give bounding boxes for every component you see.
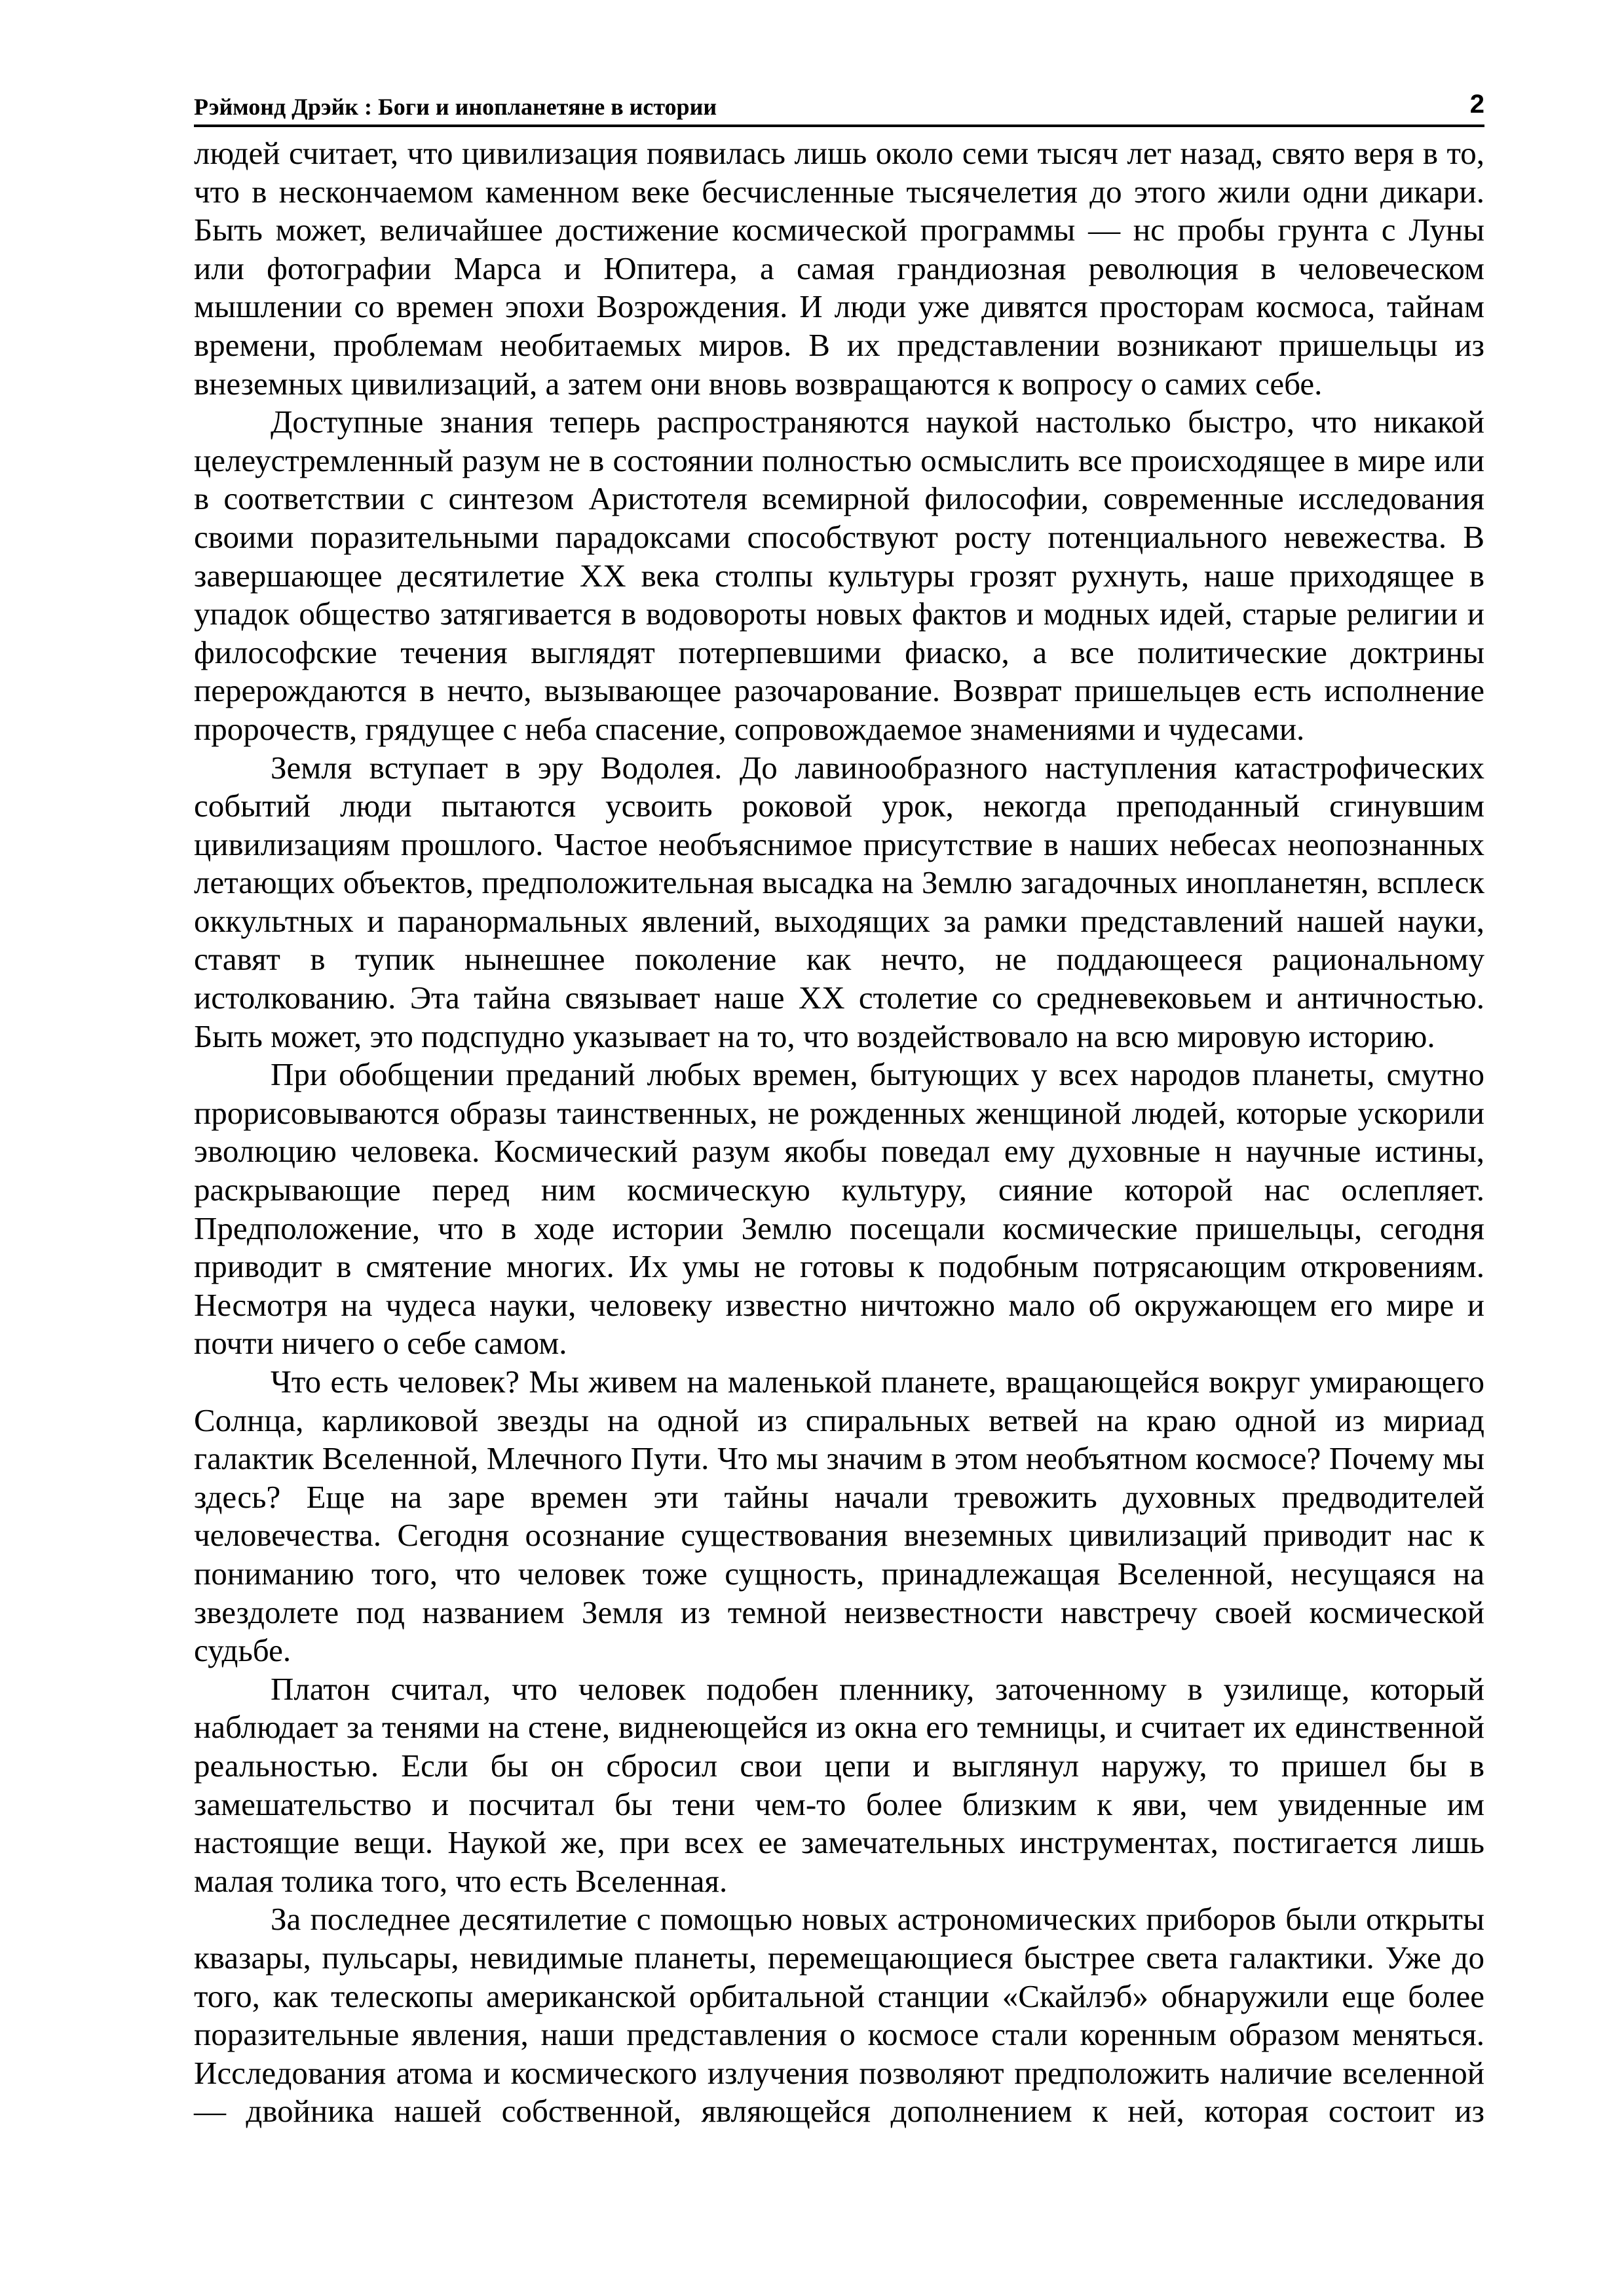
- paragraph: людей считает, что цивилизация появилась лишь около семи тысяч лет назад, свято веря в то, что в нескончаемом каменном веке бесчисленные тысячелетия до этого жили одни дикари. Быть может, величайшее достижение космической программы — нс пробы грунта с Луны или фотографии Марса и Юпитера, а самая грандиозная революция в человеческом мышлении со времен эпохи Возрождения. И люди уже дивятся просторам космоса, тайнам времени, проблемам необитаемых миров. В их представлении возникают пришельцы из внеземных цивилизаций, а затем они вновь возвращаются к вопросу о самих себе.: [194, 135, 1484, 402]
- paragraph: Платон считал, что человек подобен пленнику, заточенному в узилище, который наблюдает за тенями на стене, виднеющейся из окна его темницы, и считает их единственной реальностью. Если бы он сбросил свои цепи и выглянул наружу, то пришел бы в замешательство и посчитал бы тени чем-то более близким к яви, чем увиденные им настоящие вещи. Наукой же, при всех ее замечательных инструментах, постигается лишь малая толика того, что есть Вселенная.: [194, 1670, 1484, 1899]
- paragraph: За последнее десятилетие с помощью новых астрономических приборов были открыты квазары, пульсары, невидимые планеты, перемещающиеся быстрее света галактики. Уже до того, как телескопы американской орбитальной станции «Скайлэб» обнаружили еще более поразительные явления, наши представления о космосе стали коренным образом меняться. Исследования атома и космического излучения позволяют предположить наличие вселенной — двойника нашей собственной, являющейся дополнением к ней, которая состоит из: [194, 1901, 1484, 2130]
- paragraph: Доступные знания теперь распространяются наукой настолько быстро, что никакой целеустремленный разум не в состоянии полностью осмыслить все происходящее в мире или в соответствии с синтезом Аристотеля всемирной философии, современные исследования своими поразительными парадоксами способствуют росту потенциального невежества. В завершающее десятилетие XX века столпы культуры грозят рухнуть, наше приходящее в упадок общество затягивается в водовороты новых фактов и модных идей, старые религии и философские течения выглядят потерпевшими фиаско, а все политические доктрины перерождаются в нечто, вызывающее разочарование. Возврат пришельцев есть исполнение пророчеств, грядущее с неба спасение, сопровождаемое знамениями и чудесами.: [194, 404, 1484, 747]
- paragraph: Земля вступает в эру Водолея. До лавинообразного наступления катастрофических событий люди пытаются усвоить роковой урок, некогда преподанный сгинувшим цивилизациям прошлого. Частое необъяснимое присутствие в наших небесах неопознанных летающих объектов, предположительная высадка на Землю загадочных инопланетян, всплеск оккультных и паранормальных явлений, выходящих за рамки представлений нашей науки, ставят в тупик нынешнее поколение как нечто, не поддающееся рациональному истолкованию. Эта тайна связывает наше XX столетие со средневековьем и античностью. Быть может, это подспудно указывает на то, что воздействовало на всю мировую историю.: [194, 749, 1484, 1054]
- body-text: [194, 134, 1484, 2131]
- running-header: [194, 84, 1484, 127]
- paragraph: При обобщении преданий любых времен, бытующих у всех народов планеты, смутно прорисовываются образы таинственных, не рожденных женщиной людей, которые ускорили эволюцию человека. Космический разум якобы поведал ему духовные н научные истины, раскрывающие перед ним космическую культуру, сияние которой нас ослепляет. Предположение, что в ходе истории Землю посещали космические пришельцы, сегодня приводит в смятение многих. Их умы не готовы к подобным потрясающим откровениям. Несмотря на чудеса науки, человеку известно ничтожно мало об окружающем его мире и почти ничего о себе самом.: [194, 1056, 1484, 1362]
- page-number: 2: [1469, 90, 1484, 119]
- header-title: Рэймонд Дрэйк : Боги и инопланетяне в истории: [194, 94, 717, 120]
- paragraph: Что есть человек? Мы живем на маленькой планете, вращающейся вокруг умирающего Солнца, карликовой звезды на одной из спиральных ветвей на краю одной из мириад галактик Вселенной, Млечного Пути. Что мы значим в этом необъятном космосе? Почему мы здесь? Еще на заре времен эти тайны начали тревожить духовных предводителей человечества. Сегодня осознание существования внеземных цивилизаций приводит нас к пониманию того, что человек тоже сущность, принадлежащая Вселенной, несущаяся на звездолете под названием Земля из темной неизвестности навстречу своей космической судьбе.: [194, 1364, 1484, 1669]
